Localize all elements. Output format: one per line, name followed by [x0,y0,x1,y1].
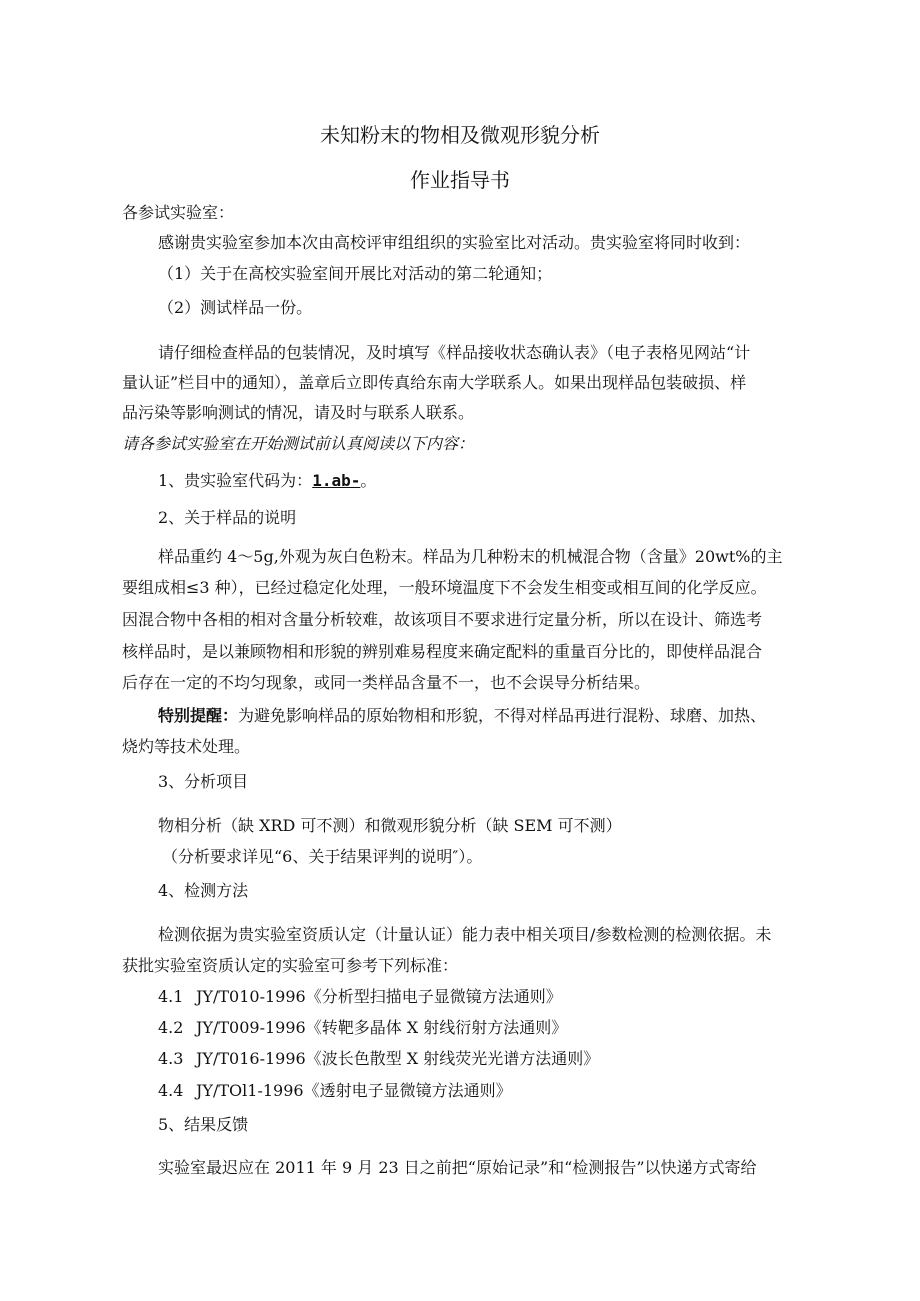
section-2-para-line-4: 核样品时，是以兼顾物相和形貌的辨别难易程度来确定配料的重量百分比的，即使样品混合 [122,642,763,661]
section-5-heading: 5、结果反馈 [158,1115,249,1134]
standard-number: 4.3 [158,1049,184,1068]
section-3-line-2: （分析要求详见“6、关于结果评判的说明″）。 [162,847,483,866]
check-line-1: 请仔细检查样品的包装情况，及时填写《样品接收状态确认表》（电子表格见网站“计 [158,343,751,362]
notice-line: 请各参试实验室在开始测试前认真阅读以下内容： [122,434,475,453]
standard-number: 4.4 [158,1081,184,1100]
special-reminder-text: 为避免影响样品的原始物相和形貌，不得对样品再进行混粉、球磨、加热、 [238,706,767,725]
standard-text: JY/T010-1996《分析型扫描电子显微镜方法通则》 [196,987,562,1006]
section-2-heading: 2、关于样品的说明 [158,508,297,527]
section-2-para-line-1: 样品重约 4～5g,外观为灰白色粉末。样品为几种粉末的机械混合物（含量》20wt%的主 [158,547,783,566]
intro-item-2: （2）测试样品一份。 [158,298,313,317]
standard-text: JY/T016-1996《波长色散型 X 射线荧光光谱方法通则》 [196,1049,600,1068]
standard-item [158,1080,512,1102]
section-1-label: 1、贵实验室代码为： [158,471,313,490]
standard-item [158,1017,567,1039]
document-subtitle: 作业指导书 [410,168,510,192]
section-2-para-line-3: 因混合物中各相的相对含量分析较难，故该项目不要求进行定量分析，所以在设计、筛选考 [122,610,763,629]
special-reminder-label: 特别提醒： [158,706,239,725]
section-1-line [158,470,376,492]
section-2-para-line-5: 后存在一定的不均匀现象，或同一类样品含量不一，也不会误导分析结果。 [122,673,651,692]
salutation: 各参试实验室： [122,203,235,222]
section-4-para-line-2: 获批实验室资质认定的实验室可参考下列标准： [122,956,459,975]
section-3-line-1: 物相分析（缺 XRD 可不测）和微观形貌分析（缺 SEM 可不测） [158,816,622,835]
special-reminder-line-2: 烧灼等技术处理。 [122,737,251,756]
check-line-3: 品污染等影响测试的情况，请及时与联系人联系。 [122,403,475,422]
standard-number: 4.2 [158,1018,184,1037]
standard-number: 4.1 [158,987,184,1006]
standard-item [158,1048,599,1070]
section-4-heading: 4、检测方法 [158,881,249,900]
standard-text: JY/TOl1-1996《透射电子显微镜方法通则》 [196,1081,512,1100]
standard-item [158,986,562,1008]
section-2-para-line-2: 要组成相≤3 种），已经过稳定化处理，一般环境温度下不会发生相变或相互间的化学反应。 [122,578,767,597]
section-5-para-line-1: 实验室最迟应在 2011 年 9 月 23 日之前把“原始记录”和“检测报告”以快递方式寄给 [158,1158,757,1177]
standard-text: JY/T009-1996《转靶多晶体 X 射线衍射方法通则》 [196,1018,568,1037]
document-title: 未知粉末的物相及微观形貌分析 [320,123,600,147]
check-line-2: 量认证”栏目中的通知），盖章后立即传真给东南大学联系人。如果出现样品包装破损、样 [122,373,747,392]
section-1-suffix: 。 [360,471,377,490]
intro-thanks: 感谢贵实验室参加本次由高校评审组组织的实验室比对活动。贵实验室将同时收到： [158,233,751,252]
intro-item-1: （1）关于在高校实验室间开展比对活动的第二轮通知； [158,264,553,283]
lab-code: 1.ab- [312,471,361,490]
section-4-para-line-1: 检测依据为贵实验室资质认定（计量认证）能力表中相关项目/参数检测的检测依据。未 [158,925,772,944]
section-3-heading: 3、分析项目 [158,772,249,791]
special-reminder-line [158,705,766,727]
